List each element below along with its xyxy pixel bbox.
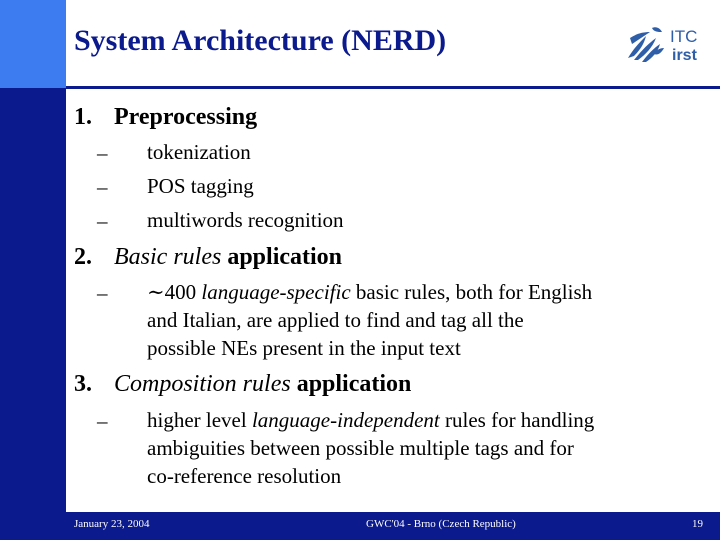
item-label-italic: Basic rules [114,244,222,270]
text-rest: rules for handling [439,408,595,432]
item-label: Preprocessing [114,104,258,130]
item-number: 3. [74,371,92,397]
item-number: 2. [74,244,92,270]
logo-text-irst: irst [672,47,697,64]
item-label-italic: Composition rules [114,371,291,397]
dash-bullet: – [97,141,108,165]
dash-bullet: – [97,281,108,305]
dash-bullet: – [97,175,108,199]
list-item-basic-rules [74,244,342,271]
dash-bullet: – [97,209,108,233]
subitem-text: tokenization [147,140,251,164]
text-italic: language-independent [251,408,440,432]
subitem-text: multiwords recognition [147,208,344,232]
logo-text-itc: ITC [670,27,698,46]
subitem-line-3: possible NEs present in the input text [147,336,461,360]
subitem-text: POS tagging [147,174,254,198]
text-prefix: ∼400 [147,280,202,304]
footer-venue: GWC'04 - Brno (Czech Republic) [366,518,516,530]
footer-page-number: 19 [692,518,703,530]
item-label-rest: application [221,244,343,270]
text-prefix: higher level [147,408,252,432]
text-italic: language-specific [201,280,351,304]
subitem-line-3: co-reference resolution [147,464,342,488]
subitem-line-2: and Italian, are applied to find and tag all the [147,308,524,332]
list-item-composition-rules [74,371,411,398]
subitem-line-2: ambiguities between possible multiple tags and for [147,436,574,460]
footer-date: January 23, 2004 [74,518,150,530]
slide-title: System Architecture (NERD) [74,24,447,57]
item-number: 1. [74,104,92,130]
subitem-line-1 [147,406,594,434]
subitem-line-1 [147,278,592,306]
item-label-rest: application [290,371,412,397]
text-rest: basic rules, both for English [350,280,593,304]
list-item-preprocessing [74,104,257,131]
dash-bullet: – [97,409,108,433]
